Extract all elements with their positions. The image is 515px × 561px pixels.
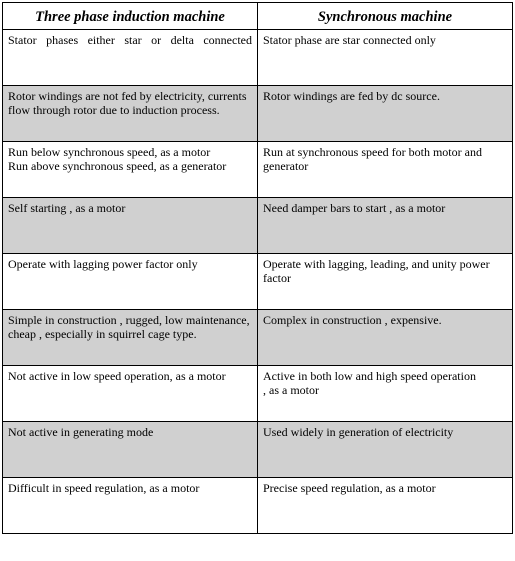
cell-induction: [3, 254, 258, 310]
cell-text: Not active in generating mode: [8, 425, 154, 439]
table-row: [3, 142, 513, 198]
cell-synchronous: [258, 422, 513, 478]
cell-induction: [3, 198, 258, 254]
cell-text: Run at synchronous speed for both motor and generator: [263, 145, 482, 173]
table-row: [3, 254, 513, 310]
cell-induction: [3, 142, 258, 198]
cell-synchronous: [258, 366, 513, 422]
cell-text: Stator phase are star connected only: [263, 33, 436, 47]
cell-induction: [3, 30, 258, 86]
cell-synchronous: [258, 198, 513, 254]
cell-induction: [3, 366, 258, 422]
cell-text: Need damper bars to start , as a motor: [263, 201, 446, 215]
cell-synchronous: [258, 142, 513, 198]
table-row: [3, 30, 513, 86]
cell-text: Difficult in speed regulation, as a motor: [8, 481, 200, 495]
cell-text: Self starting , as a motor: [8, 201, 126, 215]
cell-synchronous: [258, 86, 513, 142]
cell-text: Simple in construction , rugged, low maintenance, cheap , especially in squirrel cage type.: [8, 313, 250, 341]
table-header-row: [3, 3, 513, 30]
cell-text: Not active in low speed operation, as a motor: [8, 369, 226, 383]
cell-induction: [3, 310, 258, 366]
cell-synchronous: [258, 478, 513, 534]
header-synchronous-machine: Synchronous machine: [258, 3, 513, 30]
header-induction-machine: Three phase induction machine: [3, 3, 258, 30]
table-row: [3, 198, 513, 254]
cell-text: Operate with lagging power factor only: [8, 257, 198, 271]
table-row: [3, 310, 513, 366]
cell-text: Operate with lagging, leading, and unity power factor: [263, 257, 490, 285]
cell-synchronous: [258, 254, 513, 310]
cell-synchronous: [258, 310, 513, 366]
cell-text: Rotor windings are fed by dc source.: [263, 89, 440, 103]
cell-induction: [3, 478, 258, 534]
cell-text: Complex in construction , expensive.: [263, 313, 442, 327]
cell-text: Rotor windings are not fed by electricity, currents flow through rotor due to induction process.: [8, 89, 247, 117]
table-row: [3, 478, 513, 534]
table-row: [3, 422, 513, 478]
comparison-table: [2, 2, 513, 534]
cell-text: Run below synchronous speed, as a motor Run above synchronous speed, as a generator: [8, 145, 227, 173]
cell-induction: [3, 422, 258, 478]
cell-induction: [3, 86, 258, 142]
cell-text: Stator phases either star or delta connected: [8, 33, 252, 47]
table-row: [3, 366, 513, 422]
cell-text: Used widely in generation of electricity: [263, 425, 454, 439]
cell-text: Active in both low and high speed operation , as a motor: [263, 369, 476, 397]
cell-text: Precise speed regulation, as a motor: [263, 481, 436, 495]
table-row: [3, 86, 513, 142]
cell-synchronous: [258, 30, 513, 86]
